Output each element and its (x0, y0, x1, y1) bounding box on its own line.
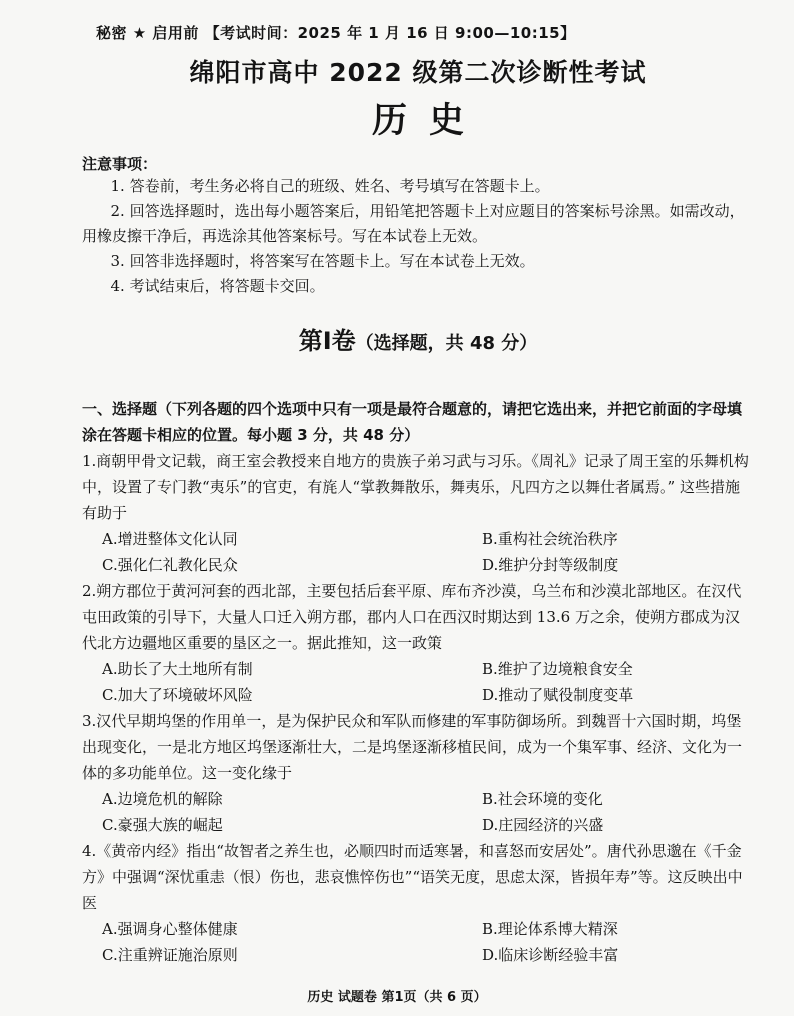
option-c: C.注重辨证施治原则 (102, 946, 238, 964)
option-a: A.边境危机的解除 (102, 790, 223, 808)
question-options (82, 786, 754, 838)
question-3 (82, 708, 754, 838)
option-d: D.推动了赋役制度变革 (482, 686, 634, 704)
question-1 (82, 448, 754, 578)
option-c: C.加大了环境破坏风险 (102, 686, 253, 704)
question-stem: 3.汉代早期坞堡的作用单一，是为保护民众和军队而修建的军事防御场所。到魏晋十六国时期，坞堡出现变化，一是北方地区坞堡逐渐壮大，二是坞堡逐渐移植民间，成为一个集军事、经济、文化为一体的多功能单位。这一变化缘于 (82, 712, 743, 782)
notice-item: 2. 回答选择题时，选出每小题答案后，用铅笔把答题卡上对应题目的答案标号涂黑。如需改动，用橡皮擦干净后，再选涂其他答案标号。写在本试卷上无效。 (82, 202, 745, 245)
option-d: D.维护分封等级制度 (482, 556, 619, 574)
option-a: A.助长了大土地所有制 (102, 660, 253, 678)
section-heading (82, 321, 754, 356)
question-options (82, 656, 754, 708)
notice-item: 4. 考试结束后，将答题卡交回。 (110, 277, 325, 295)
option-d: D.庄园经济的兴盛 (482, 816, 604, 834)
option-c: C.豪强大族的崛起 (102, 816, 223, 834)
question-options (82, 916, 754, 968)
option-b: B.重构社会统治秩序 (482, 530, 618, 548)
option-d: D.临床诊断经验丰富 (482, 946, 619, 964)
secret-line: 秘密 ★ 启用前 【考试时间：2025 年 1 月 16 日 9:00—10:15】 (96, 24, 576, 42)
section-subtitle: （选择题，共 48 分） (355, 333, 538, 354)
option-a: A.增进整体文化认同 (102, 530, 238, 548)
section-title: 第Ⅰ卷 (298, 327, 356, 355)
question-options (82, 526, 754, 578)
page-footer: 历史 试题卷 第1页（共 6 页） (307, 990, 487, 1005)
notice-heading: 注意事项： (82, 155, 158, 173)
notice-item: 1. 答卷前，考生务必将自己的班级、姓名、考号填写在答题卡上。 (110, 177, 550, 195)
option-b: B.理论体系博大精深 (482, 920, 618, 938)
option-b: B.维护了边境粮食安全 (482, 660, 633, 678)
notice-item: 3. 回答非选择题时，将答案写在答题卡上。写在本试卷上无效。 (110, 252, 535, 270)
exam-subject: 历史 (371, 101, 486, 141)
option-b: B.社会环境的变化 (482, 790, 603, 808)
question-stem: 4.《黄帝内经》指出“故智者之养生也，必顺四时而适寒暑，和喜怒而安居处”。唐代孙思邈在《千金方》中强调“深忧重恚（恨）伤也，悲哀憔悴伤也”“语笑无度，思虑太深，皆损年寿”等。这反映出中医 (82, 842, 743, 912)
question-2 (82, 578, 754, 708)
question-stem: 2.朔方郡位于黄河河套的西北部，主要包括后套平原、库布齐沙漠，乌兰布和沙漠北部地区。在汉代屯田政策的引导下，大量人口迁入朔方郡，郡内人口在西汉时期达到 13.6 万之余，使朔方郡成为汉代北方边疆地区重要的垦区之一。据此推知，这一政策 (82, 582, 742, 652)
exam-title: 绵阳市高中 2022 级第二次诊断性考试 (189, 58, 647, 87)
question-4 (82, 838, 754, 968)
option-c: C.强化仁礼教化民众 (102, 556, 238, 574)
choice-instruction: 一、选择题（下列各题的四个选项中只有一项是最符合题意的，请把它选出来，并把它前面的字母填涂在答题卡相应的位置。每小题 3 分，共 48 分） (82, 400, 743, 444)
question-stem: 1.商朝甲骨文记载，商王室会教授来自地方的贵族子弟习武与习乐。《周礼》记录了周王室的乐舞机构中，设置了专门教“夷乐”的官吏，有旄人“掌教舞散乐，舞夷乐，凡四方之以舞仕者属焉。” 这些措施有助于 (82, 452, 749, 522)
option-a: A.强调身心整体健康 (102, 920, 238, 938)
